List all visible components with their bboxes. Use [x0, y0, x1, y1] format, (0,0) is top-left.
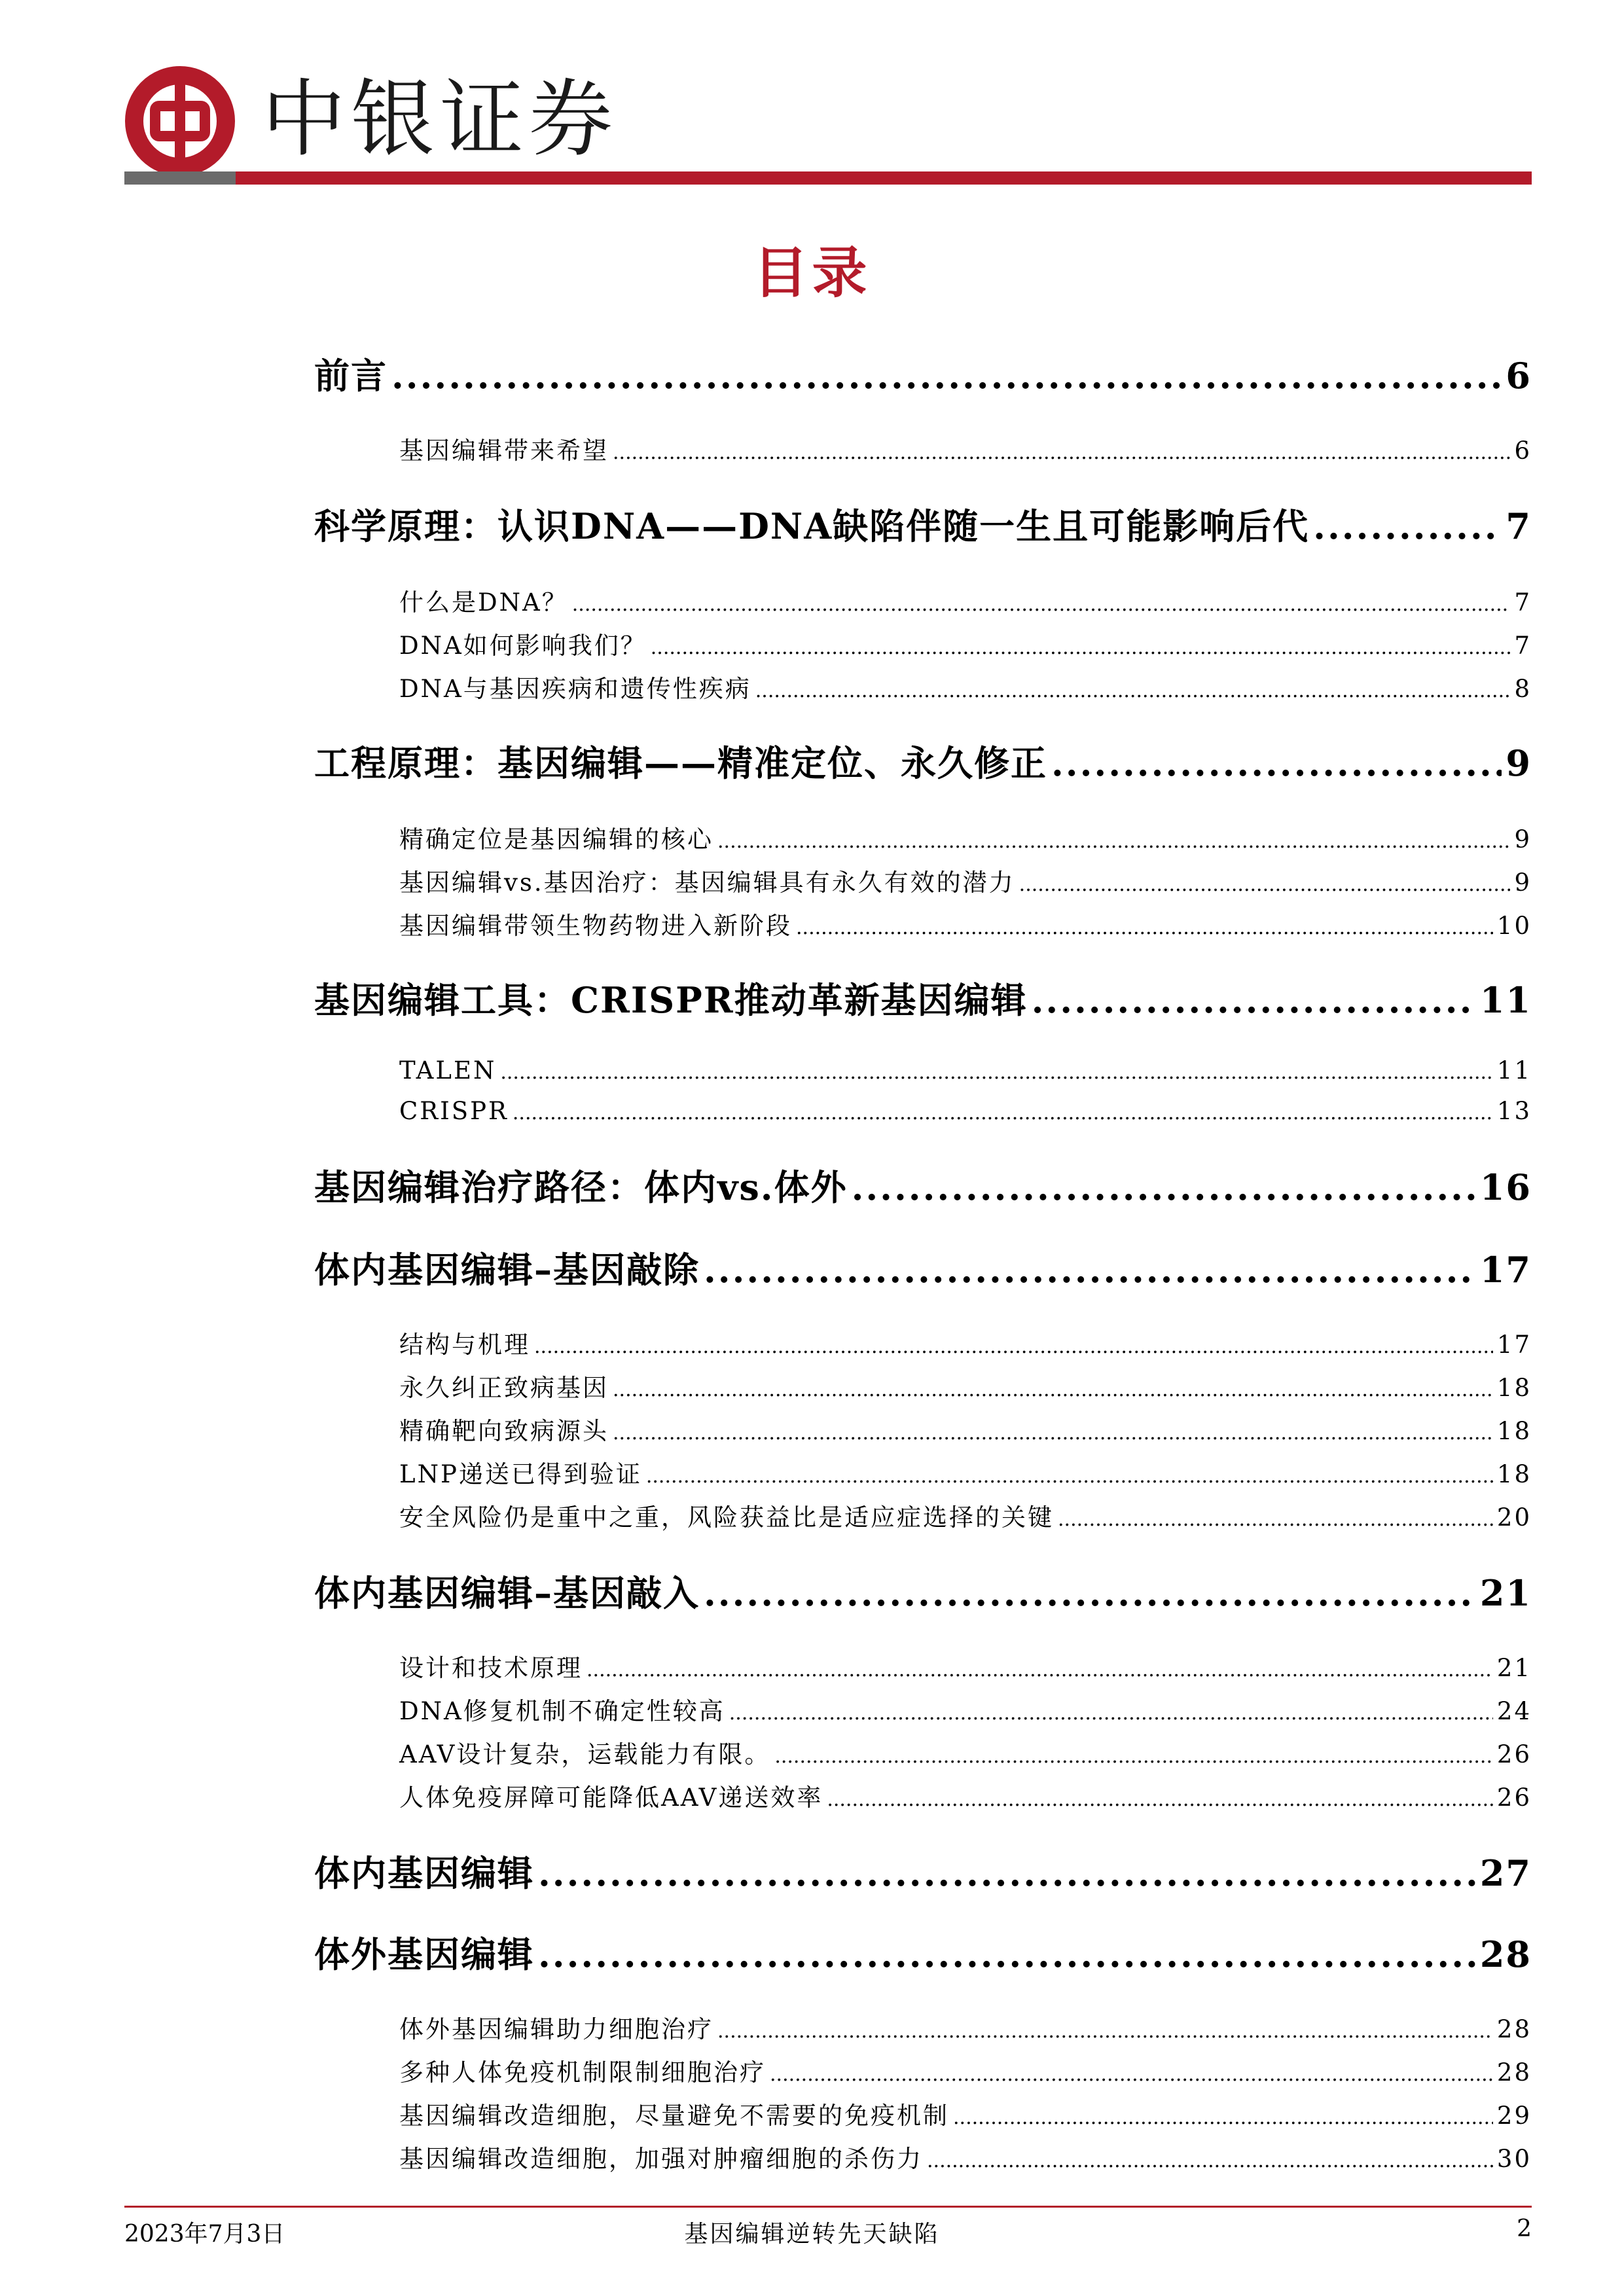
toc-title: 目录 — [753, 240, 871, 305]
toc-entry-label: 精确定位是基因编辑的核心 — [399, 825, 713, 853]
footer-date: 2023年7月3日 — [124, 2221, 285, 2248]
toc-entry-level2[interactable] — [399, 669, 1532, 704]
toc-entry-page: 27 — [1479, 1852, 1532, 1894]
toc-leader-dots — [1032, 979, 1476, 1021]
toc-entry-label: 体内基因编辑–基因敲入 — [314, 1572, 700, 1614]
toc-entry-level1[interactable] — [314, 736, 1532, 786]
toc-entry-page: 21 — [1479, 1572, 1532, 1614]
toc-entry-level2[interactable] — [399, 583, 1532, 618]
toc-entry-label: 基因编辑改造细胞，加强对肿瘤细胞的杀伤力 — [399, 2145, 923, 2173]
toc-entry-page: 17 — [1496, 1331, 1532, 1359]
toc-entry-level2[interactable] — [399, 1691, 1532, 1727]
toc-entry-level2[interactable] — [399, 1097, 1532, 1125]
toc-leader-dots — [613, 1378, 1493, 1401]
toc-leader-dots — [1019, 873, 1511, 896]
toc-entry-page: 6 — [1506, 355, 1532, 397]
toc-entry-level1[interactable] — [314, 499, 1532, 549]
toc-leader-dots — [704, 1572, 1476, 1614]
toc-leader-dots — [1051, 742, 1502, 784]
toc-entry-label: 基因编辑治疗路径：体内vs.体外 — [314, 1166, 848, 1208]
toc-entry-label: 多种人体免疫机制限制细胞治疗 — [399, 2058, 766, 2087]
toc-leader-dots — [572, 593, 1511, 616]
bank-of-china-logo-icon — [124, 65, 236, 177]
toc-leader-dots — [391, 355, 1502, 397]
toc-entry-page: 18 — [1496, 1374, 1532, 1402]
toc-entry-page: 9 — [1506, 742, 1532, 784]
toc-leader-dots — [717, 830, 1510, 853]
toc-entry-page: 13 — [1496, 1097, 1532, 1125]
toc-entry-page: 7 — [1506, 505, 1532, 547]
toc-entry-page: 24 — [1496, 1697, 1532, 1725]
toc-leader-dots — [1058, 1508, 1493, 1531]
toc-entry-page: 10 — [1496, 912, 1532, 940]
toc-entry-label: 前言 — [314, 355, 388, 397]
toc-leader-dots — [770, 2063, 1493, 2086]
toc-leader-dots — [613, 441, 1510, 464]
toc-entry-level2[interactable] — [399, 2096, 1532, 2131]
toc-entry-level2[interactable] — [399, 819, 1532, 855]
toc-entry-label: 基因编辑带来希望 — [399, 437, 609, 465]
toc-leader-dots — [513, 1102, 1493, 1124]
header-divider-gray — [124, 171, 236, 185]
footer-page-number: 2 — [1517, 2215, 1532, 2242]
toc-entry-page: 7 — [1514, 588, 1532, 617]
toc-entry-page: 7 — [1514, 632, 1532, 660]
toc-entry-label: 永久纠正致病基因 — [399, 1374, 609, 1402]
toc-entry-page: 18 — [1496, 1417, 1532, 1445]
toc-entry-label: DNA如何影响我们？ — [399, 632, 647, 660]
toc-entry-level2[interactable] — [399, 906, 1532, 941]
toc-entry-label: DNA与基因疾病和遗传性疾病 — [399, 675, 751, 703]
toc-entry-page: 6 — [1514, 437, 1532, 465]
toc-entry-level2[interactable] — [399, 1734, 1532, 1770]
toc-leader-dots — [538, 1933, 1476, 1975]
toc-entry-level1[interactable] — [314, 1566, 1532, 1616]
toc-entry-label: AAV设计复杂，运载能力有限。 — [399, 1740, 771, 1768]
toc-leader-dots — [646, 1465, 1493, 1488]
toc-entry-level2[interactable] — [399, 2139, 1532, 2174]
toc-leader-dots — [613, 1422, 1493, 1444]
footer-report-title: 基因编辑逆转先天缺陷 — [684, 2221, 940, 2248]
toc-entry-level2[interactable] — [399, 1411, 1532, 1446]
toc-entry-level1[interactable] — [314, 1927, 1532, 1977]
toc-entry-level2[interactable] — [399, 1498, 1532, 1533]
toc-entry-page: 11 — [1496, 1056, 1532, 1085]
toc-leader-dots — [774, 1745, 1493, 1768]
toc-entry-level2[interactable] — [399, 1056, 1532, 1085]
toc-leader-dots — [953, 2106, 1493, 2129]
toc-leader-dots — [1313, 505, 1502, 547]
toc-leader-dots — [717, 2020, 1493, 2043]
toc-entry-page: 17 — [1479, 1249, 1532, 1291]
toc-entry-label: 精确靶向致病源头 — [399, 1417, 609, 1445]
toc-leader-dots — [927, 2149, 1493, 2172]
toc-entry-level2[interactable] — [399, 1454, 1532, 1490]
toc-entry-level2[interactable] — [399, 431, 1532, 466]
toc-entry-level2[interactable] — [399, 1368, 1532, 1403]
toc-entry-label: 体内基因编辑–基因敲除 — [314, 1249, 700, 1291]
toc-entry-label: 什么是DNA？ — [399, 588, 568, 617]
toc-entry-level1[interactable] — [314, 348, 1532, 399]
toc-entry-level2[interactable] — [399, 2053, 1532, 2088]
toc-entry-page: 8 — [1514, 675, 1532, 703]
toc-leader-dots — [796, 916, 1493, 939]
toc-entry-label: 工程原理：基因编辑——精准定位、永久修正 — [314, 742, 1047, 784]
toc-entry-page: 9 — [1514, 825, 1532, 853]
toc-leader-dots — [729, 1702, 1493, 1725]
toc-entry-level2[interactable] — [399, 626, 1532, 661]
toc-entry-label: DNA修复机制不确定性较高 — [399, 1697, 725, 1725]
toc-entry-page: 16 — [1479, 1166, 1532, 1208]
toc-entry-level1[interactable] — [314, 1160, 1532, 1210]
toc-entry-level2[interactable] — [399, 2009, 1532, 2045]
footer-divider — [124, 2206, 1532, 2208]
toc-entry-label: 设计和技术原理 — [399, 1654, 583, 1682]
toc-entry-level1[interactable] — [314, 1846, 1532, 1896]
toc-entry-label: 科学原理：认识DNA——DNA缺陷伴随一生且可能影响后代 — [314, 505, 1310, 547]
toc-entry-label: 基因编辑工具：CRISPR推动革新基因编辑 — [314, 979, 1028, 1021]
toc-leader-dots — [755, 679, 1511, 702]
toc-entry-label: 基因编辑带领生物药物进入新阶段 — [399, 912, 792, 940]
table-of-contents — [314, 0, 1532, 2296]
toc-entry-label: 体外基因编辑助力细胞治疗 — [399, 2015, 713, 2043]
toc-entry-label: 体外基因编辑 — [314, 1933, 534, 1975]
toc-entry-level2[interactable] — [399, 1648, 1532, 1683]
toc-entry-page: 30 — [1496, 2145, 1532, 2173]
toc-entry-page: 9 — [1514, 869, 1532, 897]
toc-entry-label: 体内基因编辑 — [314, 1852, 534, 1894]
toc-leader-dots — [852, 1166, 1476, 1208]
toc-entry-label: 基因编辑改造细胞，尽量避免不需要的免疫机制 — [399, 2102, 949, 2130]
toc-leader-dots — [704, 1249, 1476, 1291]
toc-entry-level1[interactable] — [314, 1242, 1532, 1293]
toc-entry-level2[interactable] — [399, 863, 1532, 898]
toc-entry-page: 28 — [1479, 1933, 1532, 1975]
toc-entry-level2[interactable] — [399, 1778, 1532, 1813]
toc-entry-label: 结构与机理 — [399, 1331, 530, 1359]
toc-entry-label: LNP递送已得到验证 — [399, 1460, 642, 1488]
toc-entry-page: 29 — [1496, 2102, 1532, 2130]
toc-entry-page: 28 — [1496, 2058, 1532, 2087]
toc-entry-page: 18 — [1496, 1460, 1532, 1488]
toc-leader-dots — [500, 1061, 1493, 1084]
toc-entry-label: 安全风险仍是重中之重，风险获益比是适应症选择的关键 — [399, 1503, 1054, 1532]
toc-entry-page: 28 — [1496, 2015, 1532, 2043]
toc-leader-dots — [538, 1852, 1476, 1894]
toc-entry-label: TALEN — [399, 1056, 497, 1085]
toc-leader-dots — [827, 1788, 1493, 1811]
toc-leader-dots — [586, 1659, 1493, 1681]
toc-entry-page: 26 — [1496, 1740, 1532, 1768]
toc-leader-dots — [651, 636, 1511, 659]
brand-name: 中银证券 — [262, 71, 619, 168]
toc-entry-label: CRISPR — [399, 1097, 509, 1125]
toc-entry-page: 11 — [1479, 979, 1532, 1021]
toc-entry-page: 21 — [1496, 1654, 1532, 1682]
toc-entry-page: 20 — [1496, 1503, 1532, 1532]
toc-entry-label: 基因编辑vs.基因治疗：基因编辑具有永久有效的潜力 — [399, 869, 1015, 897]
toc-leader-dots — [534, 1335, 1493, 1358]
toc-entry-level2[interactable] — [399, 1325, 1532, 1360]
toc-entry-page: 26 — [1496, 1784, 1532, 1812]
toc-entry-label: 人体免疫屏障可能降低AAV递送效率 — [399, 1784, 823, 1812]
toc-entry-level1[interactable] — [314, 973, 1532, 1023]
